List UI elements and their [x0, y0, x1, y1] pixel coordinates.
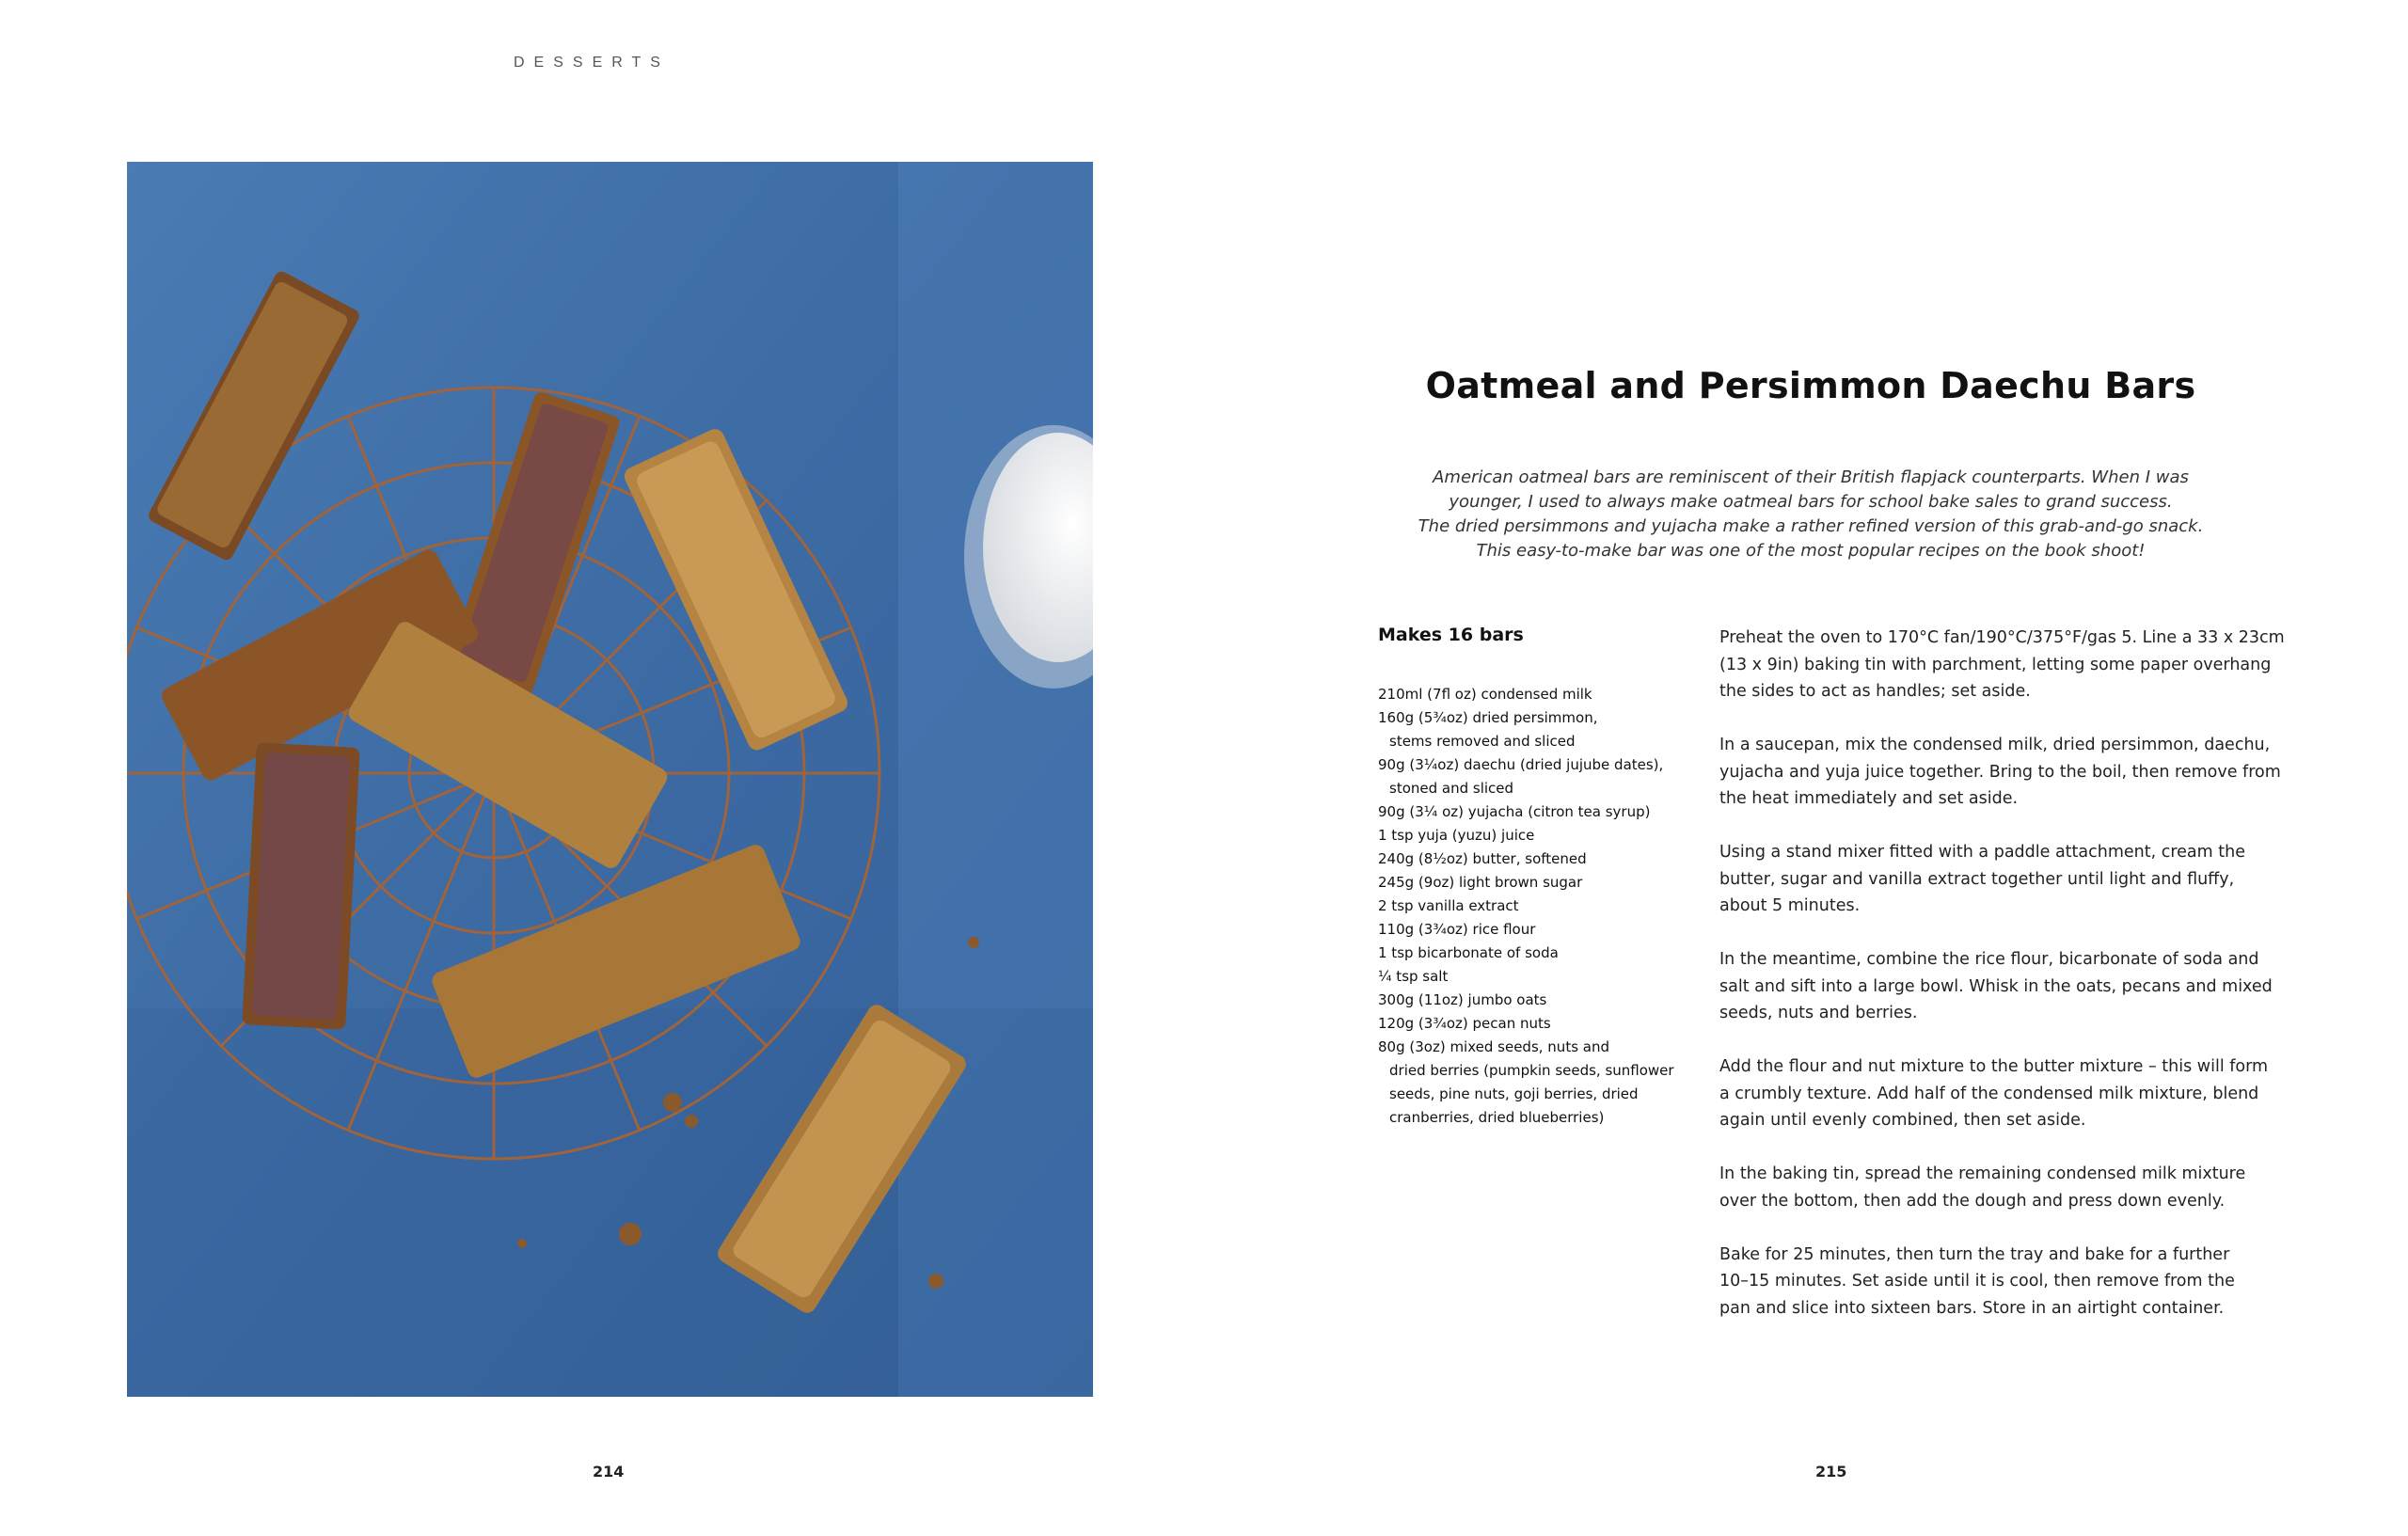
method-line: Bake for 25 minutes, then turn the tray and bake for a further — [1719, 1244, 2230, 1264]
recipe-intro — [1307, 466, 2314, 563]
ingredient-item: 90g (3¼oz) daechu (dried jujube dates), — [1378, 756, 1664, 773]
intro-line: younger, I used to always make oatmeal bars for school bake sales to grand success. — [1449, 492, 2173, 512]
method-line: the sides to act as handles; set aside. — [1719, 682, 2031, 701]
method-step — [1719, 839, 2293, 920]
ingredient-list — [1378, 683, 1707, 1130]
method-line: Add the flour and nut mixture to the butter mixture – this will form — [1719, 1057, 2269, 1076]
recipe-yield: Makes 16 bars — [1378, 625, 1524, 645]
page-number-left: 214 — [593, 1463, 625, 1481]
method-step — [1719, 1242, 2293, 1322]
method-line: yujacha and yuja juice together. Bring to the boil, then remove from — [1719, 762, 2281, 782]
ingredient-item: dried berries (pumpkin seeds, sunflower — [1389, 1062, 1674, 1079]
recipe-photo — [127, 162, 1093, 1397]
method-line: about 5 minutes. — [1719, 896, 1861, 915]
ingredient-item: stems removed and sliced — [1389, 733, 1576, 750]
ingredient-item: 1 tsp yuja (yuzu) juice — [1378, 827, 1535, 844]
method-step — [1719, 732, 2293, 813]
method-line: In the meantime, combine the rice flour, bicarbonate of soda and — [1719, 950, 2259, 969]
ingredient-item: stoned and sliced — [1389, 780, 1514, 797]
method-step — [1719, 946, 2293, 1027]
method-line: over the bottom, then add the dough and press down evenly. — [1719, 1191, 2226, 1211]
method-line: a crumbly texture. Add half of the condensed milk mixture, blend — [1719, 1084, 2259, 1103]
ingredient-item: 245g (9oz) light brown sugar — [1378, 874, 1583, 891]
method-line: (13 x 9in) baking tin with parchment, letting some paper overhang — [1719, 655, 2272, 674]
method-line: butter, sugar and vanilla extract together until light and fluffy, — [1719, 869, 2235, 889]
ingredient-item: 120g (3¾oz) pecan nuts — [1378, 1015, 1551, 1032]
intro-line: This easy-to-make bar was one of the most popular recipes on the book shoot! — [1476, 541, 2146, 561]
method-line: salt and sift into a large bowl. Whisk in the oats, pecans and mixed — [1719, 976, 2273, 996]
method-line: pan and slice into sixteen bars. Store in an airtight container. — [1719, 1298, 2225, 1318]
ingredient-item: 300g (11oz) jumbo oats — [1378, 991, 1547, 1008]
ingredient-item: 160g (5¾oz) dried persimmon, — [1378, 709, 1598, 726]
ingredient-item: seeds, pine nuts, goji berries, dried — [1389, 1085, 1639, 1102]
recipe-title: Oatmeal and Persimmon Daechu Bars — [1425, 365, 2196, 406]
ingredient-item: cranberries, dried blueberries) — [1389, 1109, 1605, 1126]
method-line: again until evenly combined, then set aside. — [1719, 1111, 2086, 1130]
section-header: DESSERTS — [514, 55, 670, 71]
ingredient-item: 240g (8½oz) butter, softened — [1378, 850, 1587, 867]
method-line: Preheat the oven to 170°C fan/190°C/375°F/gas 5. Line a 33 x 23cm — [1719, 628, 2285, 647]
ingredients-column — [1378, 625, 1707, 1130]
method-step — [1719, 1053, 2293, 1134]
ingredient-item: 80g (3oz) mixed seeds, nuts and — [1378, 1038, 1609, 1055]
oatmeal-bars-photo-illustration — [127, 162, 1093, 1397]
method-line: Using a stand mixer fitted with a paddle attachment, cream the — [1719, 843, 2245, 862]
intro-line: The dried persimmons and yujacha make a rather refined version of this grab-and-go snack. — [1418, 516, 2204, 536]
method-line: the heat immediately and set aside. — [1719, 789, 2019, 808]
intro-line: American oatmeal bars are reminiscent of their British flapjack counterparts. When I was — [1433, 467, 2189, 487]
method-line: In the baking tin, spread the remaining condensed milk mixture — [1719, 1164, 2246, 1183]
page-number-right: 215 — [1815, 1463, 1847, 1481]
ingredient-item: 90g (3¼ oz) yujacha (citron tea syrup) — [1378, 803, 1651, 820]
ingredient-item: 110g (3¾oz) rice flour — [1378, 921, 1536, 938]
ingredient-item: 210ml (7fl oz) condensed milk — [1378, 686, 1592, 703]
ingredient-item: 2 tsp vanilla extract — [1378, 897, 1519, 914]
method-line: seeds, nuts and berries. — [1719, 1004, 1918, 1022]
method-column — [1719, 625, 2293, 1349]
method-line: 10–15 minutes. Set aside until it is cool, then remove from the — [1719, 1272, 2235, 1291]
method-step — [1719, 625, 2293, 705]
ingredient-item: 1 tsp bicarbonate of soda — [1378, 944, 1559, 961]
ingredient-item: ¼ tsp salt — [1378, 968, 1449, 985]
method-line: In a saucepan, mix the condensed milk, dried persimmon, daechu, — [1719, 736, 2271, 754]
method-step — [1719, 1161, 2293, 1214]
